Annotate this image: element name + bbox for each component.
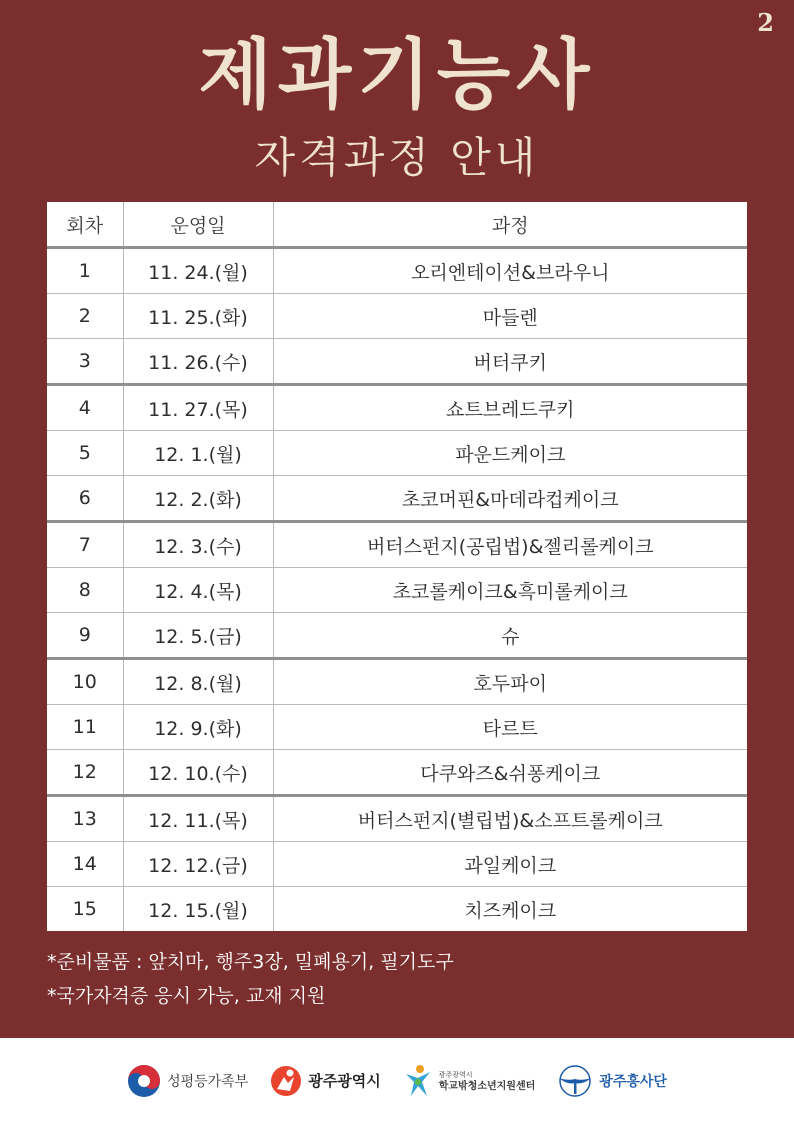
cell-session: 14 bbox=[47, 842, 123, 887]
cell-course: 버터스펀지(공립법)&젤리롤케이크 bbox=[273, 522, 747, 568]
cell-session: 6 bbox=[47, 476, 123, 522]
cell-date: 12. 11.(목) bbox=[123, 796, 273, 842]
cell-course: 초코머핀&마데라컵케이크 bbox=[273, 476, 747, 522]
cell-date: 12. 9.(화) bbox=[123, 705, 273, 750]
cell-course: 초코롤케이크&흑미롤케이크 bbox=[273, 568, 747, 613]
cell-course: 쇼트브레드쿠키 bbox=[273, 385, 747, 431]
heungsadan-bird-emblem-icon bbox=[557, 1064, 593, 1098]
cell-course: 슈 bbox=[273, 613, 747, 659]
cell-date: 11. 27.(목) bbox=[123, 385, 273, 431]
cell-date: 11. 26.(수) bbox=[123, 339, 273, 385]
cell-session: 4 bbox=[47, 385, 123, 431]
logo-heungsadan bbox=[557, 1064, 667, 1098]
cell-course: 타르트 bbox=[273, 705, 747, 750]
page-title: 제과기능사 bbox=[198, 30, 596, 119]
table-row bbox=[47, 248, 747, 294]
youth-center-figure-icon bbox=[403, 1064, 433, 1098]
logo-youth-center-text: 학교밖청소년지원센터 bbox=[438, 1080, 536, 1092]
logo-youth-center bbox=[403, 1064, 536, 1098]
header-date: 운영일 bbox=[123, 202, 273, 248]
cell-session: 13 bbox=[47, 796, 123, 842]
cell-session: 1 bbox=[47, 248, 123, 294]
note-supplies: *준비물품 : 앞치마, 행주3장, 밀폐용기, 필기도구 bbox=[47, 951, 454, 973]
cell-session: 2 bbox=[47, 294, 123, 339]
cell-session: 5 bbox=[47, 431, 123, 476]
notes bbox=[47, 945, 454, 1013]
cell-date: 12. 3.(수) bbox=[123, 522, 273, 568]
cell-session: 12 bbox=[47, 750, 123, 796]
cell-course: 버터스펀지(별립법)&소프트롤케이크 bbox=[273, 796, 747, 842]
cell-session: 7 bbox=[47, 522, 123, 568]
cell-session: 9 bbox=[47, 613, 123, 659]
logo-ministry-text: 성평등가족부 bbox=[167, 1073, 249, 1090]
cell-date: 12. 2.(화) bbox=[123, 476, 273, 522]
cell-course: 다쿠와즈&쉬퐁케이크 bbox=[273, 750, 747, 796]
table-row bbox=[47, 842, 747, 887]
cell-session: 3 bbox=[47, 339, 123, 385]
table-row bbox=[47, 522, 747, 568]
table-row bbox=[47, 385, 747, 431]
footer-logos bbox=[0, 1038, 794, 1123]
table-row bbox=[47, 568, 747, 613]
logo-heungsadan-text: 광주흥사단 bbox=[599, 1073, 667, 1090]
logo-gwangju-city bbox=[270, 1065, 380, 1097]
logo-youth-center-subtext: 광주광역시 bbox=[438, 1070, 473, 1079]
table-row bbox=[47, 613, 747, 659]
schedule-body bbox=[47, 248, 747, 932]
logo-ministry bbox=[127, 1064, 248, 1098]
cell-course: 버터쿠키 bbox=[273, 339, 747, 385]
table-row bbox=[47, 705, 747, 750]
cell-course: 마들렌 bbox=[273, 294, 747, 339]
note-certification: *국가자격증 응시 가능, 교재 지원 bbox=[47, 985, 326, 1007]
cell-date: 12. 1.(월) bbox=[123, 431, 273, 476]
logo-gwangju-city-text: 광주광역시 bbox=[308, 1072, 381, 1090]
cell-session: 8 bbox=[47, 568, 123, 613]
table-row bbox=[47, 659, 747, 705]
table-row bbox=[47, 750, 747, 796]
table-row bbox=[47, 294, 747, 339]
cell-date: 12. 12.(금) bbox=[123, 842, 273, 887]
cell-session: 15 bbox=[72, 898, 97, 920]
header-course: 과정 bbox=[273, 202, 747, 248]
cell-date: 12. 8.(월) bbox=[123, 659, 273, 705]
page-number: 2 bbox=[757, 8, 774, 37]
cell-session: 11 bbox=[47, 705, 123, 750]
table-row bbox=[47, 431, 747, 476]
table-header-row bbox=[47, 202, 747, 248]
cell-date: 12. 4.(목) bbox=[123, 568, 273, 613]
table-row bbox=[47, 476, 747, 522]
cell-date: 11. 25.(화) bbox=[123, 294, 273, 339]
cell-course: 치즈케이크 bbox=[273, 887, 747, 932]
table-row bbox=[47, 796, 747, 842]
schedule-table bbox=[47, 202, 747, 931]
cell-course: 과일케이크 bbox=[273, 842, 747, 887]
header-session: 회차 bbox=[47, 202, 123, 248]
taegeuk-emblem-icon bbox=[127, 1064, 161, 1098]
cell-date: 12. 5.(금) bbox=[123, 613, 273, 659]
table-row bbox=[47, 339, 747, 385]
cell-date: 12. 15.(월) bbox=[123, 887, 273, 932]
page-subtitle: 자격과정 안내 bbox=[254, 133, 540, 182]
cell-course: 오리엔테이션&브라우니 bbox=[273, 248, 747, 294]
cell-date: 12. 10.(수) bbox=[123, 750, 273, 796]
cell-session: 10 bbox=[47, 659, 123, 705]
cell-course: 파운드케이크 bbox=[273, 431, 747, 476]
cell-date: 11. 24.(월) bbox=[123, 248, 273, 294]
gwangju-city-emblem-icon bbox=[270, 1065, 302, 1097]
table-row bbox=[47, 887, 747, 932]
cell-course: 호두파이 bbox=[273, 659, 747, 705]
